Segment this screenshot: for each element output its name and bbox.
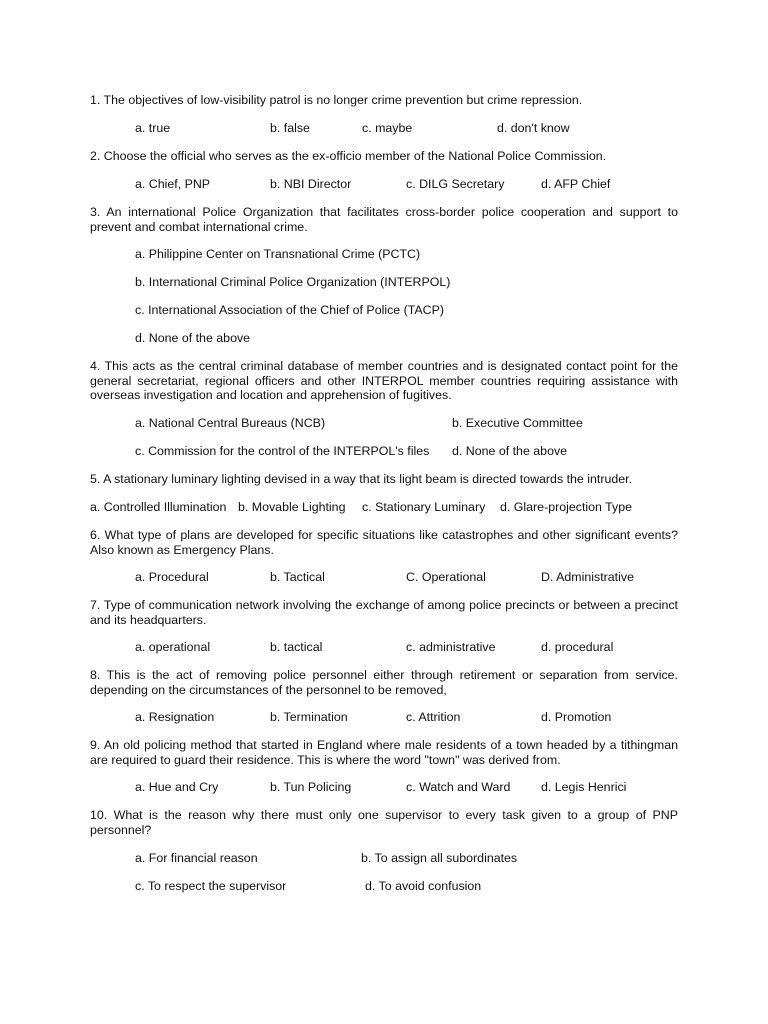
question-1-option-c: c. maybe (362, 121, 413, 135)
question-9-option-c: c. Watch and Ward (406, 780, 511, 794)
question-1-option-a: a. true (135, 121, 171, 135)
question-2-option-c: c. DILG Secretary (406, 177, 505, 191)
question-4-option-b: b. Executive Committee (452, 416, 583, 430)
question-2-option-a: a. Chief, PNP (135, 177, 211, 191)
question-9-option-a: a. Hue and Cry (135, 780, 219, 794)
question-3-option-a: a. Philippine Center on Transnational Crime (PCTC) (135, 247, 421, 261)
question-9: 9. An old policing method that started in England where male residents of a town headed by a tithingman are required to guard their residence. This is where the word "town" was derived from. (90, 738, 678, 767)
question-4: 4. This acts as the central criminal database of member countries and is designated contact point for the general secretariat, regional officers and other INTERPOL member countries requiring assistance with overseas investigation and location and apprehension of fugitives. (90, 359, 678, 402)
question-8-option-d: d. Promotion (541, 710, 612, 724)
question-10: 10. What is the reason why there must only one supervisor to every task given to a group of PNP personnel? (90, 808, 678, 837)
question-5-option-b: b. Movable Lighting (238, 500, 346, 514)
question-5-option-c: c. Stationary Luminary (362, 500, 486, 514)
question-8-option-c: c. Attrition (406, 710, 461, 724)
question-10-option-a: a. For financial reason (135, 851, 258, 865)
question-5-option-d: d. Glare-projection Type (500, 500, 633, 514)
question-3: 3. An international Police Organization that facilitates cross-border police cooperation and support to prevent and combat international crime. (90, 205, 678, 234)
question-5-option-a: a. Controlled Illumination (90, 500, 227, 514)
question-3-option-b: b. International Criminal Police Organization (INTERPOL) (135, 275, 451, 289)
question-10-option-d: d. To avoid confusion (365, 879, 482, 893)
question-8-option-b: b. Termination (270, 710, 348, 724)
question-6-option-d: D. Administrative (541, 570, 634, 584)
question-6-option-b: b. Tactical (270, 570, 325, 584)
question-9-option-b: b. Tun Policing (270, 780, 352, 794)
question-1: 1. The objectives of low-visibility patrol is no longer crime prevention but crime repression. (90, 93, 583, 107)
question-7: 7. Type of communication network involving the exchange of among police precincts or between a precinct and its headquarters. (90, 598, 678, 627)
question-2-option-d: d. AFP Chief (541, 177, 611, 191)
question-7-option-b: b. tactical (270, 640, 323, 654)
question-2-option-b: b. NBI Director (270, 177, 352, 191)
question-10-option-b: b. To assign all subordinates (361, 851, 518, 865)
question-6: 6. What type of plans are developed for specific situations like catastrophes and other significant events? Also known as Emergency Plans. (90, 528, 678, 557)
question-4-option-a: a. National Central Bureaus (NCB) (135, 416, 326, 430)
question-7-option-c: c. administrative (406, 640, 496, 654)
question-3-option-c: c. International Association of the Chief of Police (TACP) (135, 303, 444, 317)
question-3-option-d: d. None of the above (135, 331, 251, 345)
question-4-option-d: d. None of the above (452, 444, 568, 458)
question-8: 8. This is the act of removing police personnel either through retirement or separation from service. depending on the circumstances of the personnel to be removed, (90, 668, 678, 697)
question-2: 2. Choose the official who serves as the ex-officio member of the National Police Commission. (90, 149, 607, 163)
question-10-option-c: c. To respect the supervisor (135, 879, 287, 893)
question-7-option-d: d. procedural (541, 640, 614, 654)
question-9-option-d: d. Legis Henrici (541, 780, 627, 794)
question-1-option-b: b. false (270, 121, 310, 135)
question-4-option-c: c. Commission for the control of the INTERPOL's files (135, 444, 430, 458)
question-1-option-d: d. don't know (497, 121, 570, 135)
question-6-option-a: a. Procedural (135, 570, 209, 584)
question-5: 5. A stationary luminary lighting devised in a way that its light beam is directed towards the intruder. (90, 472, 633, 486)
question-8-option-a: a. Resignation (135, 710, 215, 724)
question-7-option-a: a. operational (135, 640, 211, 654)
question-6-option-c: C. Operational (406, 570, 486, 584)
